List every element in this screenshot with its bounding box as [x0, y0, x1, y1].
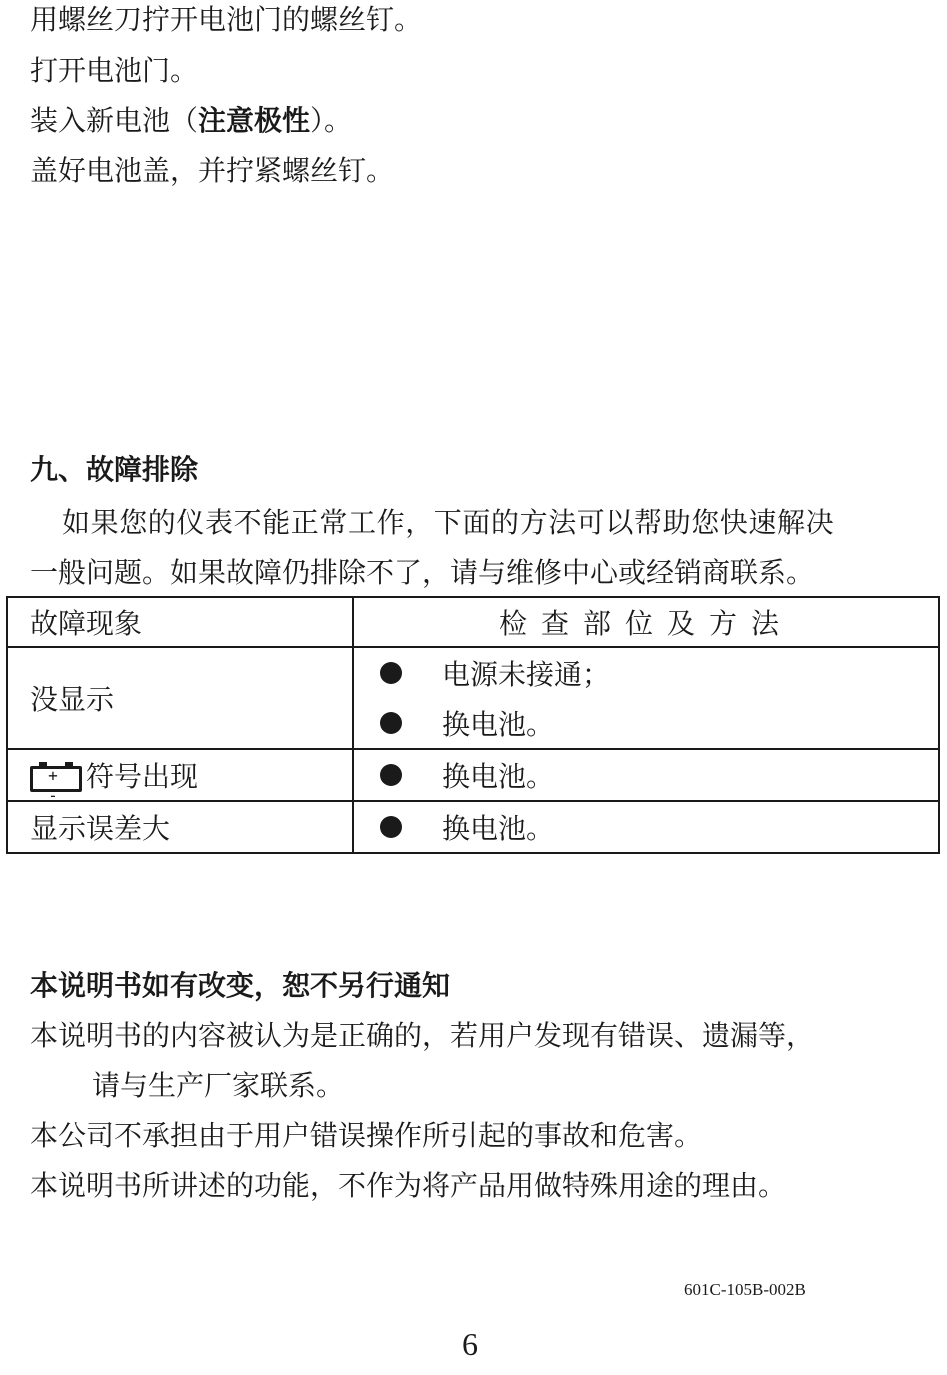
- method-cell: [353, 647, 939, 749]
- notice-title: 本说明书如有改变，恕不另行通知: [30, 969, 451, 1002]
- step-1: 用螺丝刀拧开电池门的螺丝钉。: [30, 3, 423, 36]
- table-row: [7, 647, 939, 749]
- bullet-icon: [380, 816, 402, 838]
- table-header-row: [7, 597, 939, 647]
- step-3: [30, 103, 352, 139]
- battery-icon: + -: [30, 766, 82, 792]
- notice-line-1: 本说明书的内容被认为是正确的，若用户发现有错误、遗漏等，: [30, 1019, 815, 1052]
- method-text: 换电池。: [442, 708, 555, 741]
- section-intro-1: 如果您的仪表不能正常工作，下面的方法可以帮助您快速解决: [62, 506, 835, 539]
- header-symptom: 故障现象: [7, 597, 353, 647]
- notice-line-2: 本公司不承担由于用户错误操作所引起的事故和危害。: [30, 1119, 703, 1152]
- method-text: 电源未接通；: [442, 658, 611, 691]
- troubleshooting-table: [6, 596, 940, 854]
- document-code: 601C-105B-002B: [684, 1280, 806, 1299]
- method-cell: [353, 801, 939, 853]
- method-item: [376, 750, 938, 800]
- symptom-cell: 没显示: [7, 647, 353, 749]
- step-2: 打开电池门。: [30, 54, 199, 87]
- method-item: [376, 698, 938, 748]
- section-title: 九、故障排除: [30, 453, 199, 486]
- method-item: [376, 648, 938, 698]
- bullet-icon: [380, 764, 402, 786]
- symptom-cell: 显示误差大: [7, 801, 353, 853]
- method-text: 换电池。: [442, 812, 555, 845]
- method-item: [376, 802, 938, 852]
- notice-line-3: 本说明书所讲述的功能，不作为将产品用做特殊用途的理由。: [30, 1169, 787, 1202]
- notice-line-1-cont: 请与生产厂家联系。: [92, 1069, 345, 1102]
- table-row: [7, 749, 939, 801]
- table-row: [7, 801, 939, 853]
- step-3-end: ）。: [310, 104, 353, 137]
- step-3-text: 装入新电池（: [30, 104, 199, 137]
- section-intro-2: 一般问题。如果故障仍排除不了，请与维修中心或经销商联系。: [30, 556, 815, 589]
- step-4: 盖好电池盖，并拧紧螺丝钉。: [30, 154, 395, 187]
- method-cell: [353, 749, 939, 801]
- bullet-icon: [380, 662, 402, 684]
- symptom-text: 符号出现: [86, 760, 199, 793]
- header-method: 检查部位及方法: [353, 597, 939, 647]
- method-text: 换电池。: [442, 760, 555, 793]
- step-3-emphasis: 注意极性: [198, 104, 311, 137]
- symptom-cell: [7, 749, 353, 805]
- bullet-icon: [380, 712, 402, 734]
- page-number: 6: [462, 1326, 478, 1362]
